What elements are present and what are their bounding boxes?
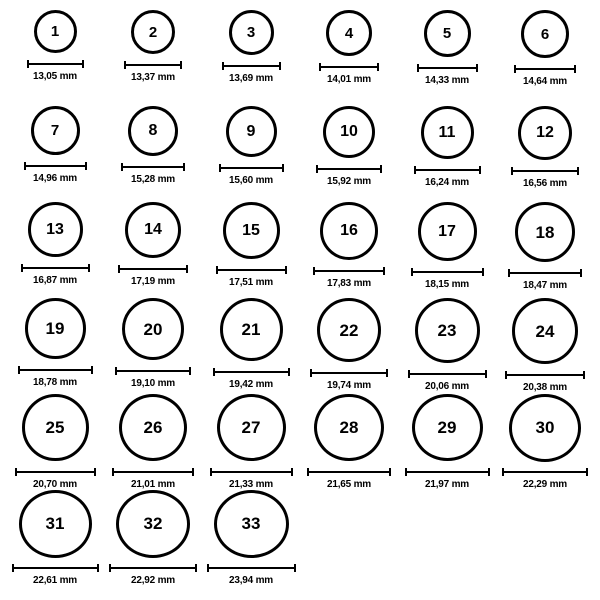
ring-diameter-label: 13,69 mm bbox=[229, 73, 273, 84]
measure-bar bbox=[24, 161, 87, 170]
measure-bar bbox=[405, 467, 490, 476]
ring-diameter-label: 16,24 mm bbox=[425, 177, 469, 188]
measure-bar bbox=[502, 468, 588, 476]
ring-size-cell bbox=[300, 10, 398, 106]
ring-size-number: 18 bbox=[535, 222, 555, 242]
ring-size-number: 31 bbox=[45, 514, 65, 534]
ring-size-cell bbox=[202, 10, 300, 106]
measure-bar bbox=[216, 265, 287, 274]
ring-size-number: 4 bbox=[344, 24, 354, 42]
ring-size-number: 5 bbox=[442, 25, 452, 42]
ring-size-cell bbox=[6, 10, 104, 106]
measure-bar bbox=[27, 59, 84, 68]
ring-size-number: 27 bbox=[241, 418, 261, 438]
ring-size-cell bbox=[6, 394, 104, 490]
ring-diameter-label: 17,51 mm bbox=[229, 277, 273, 288]
ring-circle bbox=[424, 10, 471, 57]
ring-size-number: 33 bbox=[241, 514, 261, 534]
ring-diameter-label: 18,47 mm bbox=[523, 280, 567, 291]
ring-size-cell bbox=[104, 202, 202, 298]
ring-circle bbox=[421, 106, 474, 159]
ring-circle bbox=[226, 106, 277, 157]
measure-bar bbox=[109, 564, 197, 572]
ring-circle bbox=[131, 10, 175, 54]
ring-size-number: 3 bbox=[246, 24, 256, 41]
ring-size-cell bbox=[496, 106, 594, 202]
ring-circle bbox=[25, 298, 86, 359]
measure-bar-line bbox=[207, 567, 296, 569]
ring-circle bbox=[518, 106, 572, 160]
measure-bar-line bbox=[411, 271, 484, 273]
measure-bar bbox=[508, 268, 582, 277]
ring-diameter-label: 18,78 mm bbox=[33, 377, 77, 388]
ring-size-number: 25 bbox=[45, 418, 65, 437]
ring-size-number: 10 bbox=[340, 123, 358, 140]
ring-circle bbox=[125, 202, 181, 258]
measure-bar-line bbox=[307, 471, 391, 473]
ring-size-cell bbox=[496, 298, 594, 394]
ring-diameter-label: 20,06 mm bbox=[425, 381, 469, 392]
ring-circle bbox=[229, 10, 274, 55]
ring-size-number: 12 bbox=[536, 124, 554, 141]
ring-diameter-label: 21,65 mm bbox=[327, 479, 371, 490]
ring-size-cell bbox=[104, 490, 202, 586]
ring-diameter-label: 19,42 mm bbox=[229, 379, 273, 390]
ring-size-cell bbox=[398, 10, 496, 106]
ring-diameter-label: 20,38 mm bbox=[523, 382, 567, 393]
ring-size-cell bbox=[300, 394, 398, 490]
measure-bar-line bbox=[405, 471, 490, 473]
measure-bar-line bbox=[112, 471, 194, 473]
measure-bar-line bbox=[310, 372, 388, 374]
ring-diameter-label: 16,87 mm bbox=[33, 275, 77, 286]
ring-diameter-label: 14,33 mm bbox=[425, 75, 469, 86]
ring-circle bbox=[122, 298, 184, 360]
measure-bar-line bbox=[511, 170, 579, 172]
ring-size-number: 30 bbox=[535, 418, 555, 438]
measure-bar-line bbox=[213, 371, 290, 373]
ring-size-number: 7 bbox=[50, 122, 60, 139]
ring-size-cell bbox=[398, 106, 496, 202]
ring-diameter-label: 17,19 mm bbox=[131, 276, 175, 287]
ring-size-cell bbox=[300, 298, 398, 394]
measure-bar-line bbox=[319, 66, 379, 68]
measure-bar-line bbox=[124, 64, 182, 66]
ring-circle bbox=[323, 106, 375, 158]
measure-bar bbox=[124, 60, 182, 69]
measure-bar bbox=[121, 162, 185, 171]
ring-circle bbox=[512, 298, 578, 364]
ring-size-cell bbox=[104, 10, 202, 106]
measure-bar bbox=[21, 263, 90, 272]
ring-diameter-label: 19,74 mm bbox=[327, 380, 371, 391]
measure-bar bbox=[18, 365, 93, 374]
measure-bar bbox=[310, 368, 388, 377]
ring-diameter-label: 17,83 mm bbox=[327, 278, 371, 289]
measure-bar bbox=[505, 370, 585, 379]
measure-bar bbox=[313, 266, 385, 275]
ring-diameter-label: 21,33 mm bbox=[229, 479, 273, 490]
ring-size-cell bbox=[104, 298, 202, 394]
ring-diameter-label: 13,37 mm bbox=[131, 72, 175, 83]
ring-diameter-label: 15,92 mm bbox=[327, 176, 371, 187]
measure-bar-line bbox=[115, 370, 191, 372]
ring-size-cell bbox=[202, 298, 300, 394]
ring-size-number: 13 bbox=[46, 220, 64, 238]
ring-size-number: 24 bbox=[535, 321, 555, 341]
ring-circle bbox=[34, 10, 77, 53]
ring-diameter-label: 14,01 mm bbox=[327, 74, 371, 85]
ring-size-cell bbox=[496, 10, 594, 106]
ring-diameter-label: 15,28 mm bbox=[131, 174, 175, 185]
ring-size-number: 1 bbox=[50, 23, 60, 40]
measure-bar-line bbox=[313, 270, 385, 272]
ring-size-cell bbox=[202, 106, 300, 202]
ring-diameter-label: 15,60 mm bbox=[229, 175, 273, 186]
ring-diameter-label: 13,05 mm bbox=[33, 71, 77, 82]
measure-bar-line bbox=[316, 168, 382, 170]
ring-circle bbox=[326, 10, 372, 56]
measure-bar bbox=[316, 164, 382, 173]
measure-bar bbox=[414, 165, 481, 174]
measure-bar bbox=[222, 61, 281, 70]
ring-diameter-label: 22,29 mm bbox=[523, 479, 567, 490]
ring-circle bbox=[418, 202, 477, 261]
ring-size-number: 17 bbox=[438, 222, 456, 240]
measure-bar-line bbox=[27, 63, 84, 65]
ring-diameter-label: 14,64 mm bbox=[523, 76, 567, 87]
measure-bar bbox=[115, 366, 191, 375]
measure-bar-line bbox=[210, 471, 293, 473]
measure-bar-line bbox=[502, 471, 588, 473]
ring-size-number: 20 bbox=[143, 319, 163, 339]
ring-size-number: 28 bbox=[339, 418, 359, 438]
ring-diameter-label: 21,97 mm bbox=[425, 479, 469, 490]
measure-bar bbox=[112, 467, 194, 476]
measure-bar-line bbox=[21, 267, 90, 269]
ring-size-cell bbox=[202, 490, 300, 586]
measure-bar bbox=[210, 467, 293, 476]
ring-size-cell-empty bbox=[300, 490, 398, 586]
ring-diameter-label: 20,70 mm bbox=[33, 479, 77, 490]
measure-bar-line bbox=[121, 166, 185, 168]
measure-bar-line bbox=[222, 65, 281, 67]
ring-size-number: 16 bbox=[340, 222, 358, 239]
ring-size-number: 22 bbox=[339, 320, 359, 340]
measure-bar-line bbox=[216, 269, 287, 271]
measure-bar-line bbox=[24, 165, 87, 167]
ring-circle bbox=[412, 394, 483, 461]
measure-bar bbox=[118, 264, 188, 273]
ring-size-cell bbox=[300, 106, 398, 202]
ring-size-cell-empty bbox=[496, 490, 594, 586]
ring-circle bbox=[31, 106, 80, 155]
ring-circle bbox=[415, 298, 480, 363]
ring-size-number: 21 bbox=[241, 320, 261, 339]
ring-diameter-label: 14,96 mm bbox=[33, 173, 77, 184]
ring-circle bbox=[214, 490, 289, 558]
ring-size-cell bbox=[6, 490, 104, 586]
measure-bar bbox=[213, 367, 290, 376]
ring-circle bbox=[320, 202, 378, 260]
measure-bar-line bbox=[505, 374, 585, 376]
measure-bar bbox=[511, 166, 579, 175]
ring-circle bbox=[19, 490, 92, 558]
ring-circle bbox=[223, 202, 280, 259]
ring-size-number: 9 bbox=[246, 122, 256, 140]
measure-bar bbox=[307, 467, 391, 476]
ring-diameter-label: 19,10 mm bbox=[131, 378, 175, 389]
ring-size-number: 6 bbox=[540, 25, 550, 43]
ring-circle bbox=[317, 298, 381, 362]
measure-bar bbox=[319, 62, 379, 71]
measure-bar bbox=[408, 369, 487, 378]
ring-circle bbox=[119, 394, 187, 461]
ring-circle bbox=[128, 106, 178, 156]
ring-size-number: 32 bbox=[143, 514, 163, 534]
ring-size-number: 8 bbox=[148, 122, 158, 139]
measure-bar-line bbox=[12, 567, 99, 569]
measure-bar bbox=[219, 163, 284, 172]
ring-size-number: 29 bbox=[437, 418, 457, 438]
ring-circle bbox=[515, 202, 575, 262]
measure-bar-line bbox=[15, 471, 96, 473]
ring-circle bbox=[314, 394, 384, 461]
ring-circle bbox=[217, 394, 286, 461]
measure-bar-line bbox=[408, 373, 487, 375]
ring-size-number: 15 bbox=[242, 221, 260, 239]
measure-bar-line bbox=[18, 369, 93, 371]
measure-bar-line bbox=[109, 567, 197, 569]
ring-circle bbox=[116, 490, 190, 558]
ring-size-grid bbox=[6, 10, 594, 586]
ring-size-number: 26 bbox=[143, 418, 163, 438]
measure-bar-line bbox=[118, 268, 188, 270]
measure-bar-line bbox=[508, 272, 582, 274]
ring-circle bbox=[220, 298, 283, 361]
measure-bar bbox=[411, 267, 484, 276]
ring-size-cell-empty bbox=[398, 490, 496, 586]
measure-bar-line bbox=[514, 68, 576, 70]
ring-diameter-label: 18,15 mm bbox=[425, 279, 469, 290]
ring-size-cell bbox=[202, 202, 300, 298]
ring-size-cell bbox=[104, 106, 202, 202]
ring-diameter-label: 22,61 mm bbox=[33, 575, 77, 586]
ring-circle bbox=[28, 202, 83, 257]
ring-size-cell bbox=[398, 394, 496, 490]
ring-size-number: 19 bbox=[45, 319, 65, 338]
measure-bar-line bbox=[219, 167, 284, 169]
ring-size-cell bbox=[6, 298, 104, 394]
ring-circle bbox=[22, 394, 89, 461]
ring-size-number: 2 bbox=[148, 23, 158, 41]
measure-bar bbox=[514, 64, 576, 73]
ring-diameter-label: 21,01 mm bbox=[131, 479, 175, 490]
ring-size-number: 14 bbox=[144, 221, 162, 238]
ring-size-cell bbox=[104, 394, 202, 490]
ring-circle bbox=[521, 10, 569, 58]
ring-size-number: 23 bbox=[437, 321, 457, 340]
ring-size-cell bbox=[496, 394, 594, 490]
measure-bar bbox=[417, 63, 478, 72]
measure-bar bbox=[207, 564, 296, 572]
ring-size-cell bbox=[6, 106, 104, 202]
ring-size-cell bbox=[398, 298, 496, 394]
ring-diameter-label: 16,56 mm bbox=[523, 178, 567, 189]
ring-size-cell bbox=[6, 202, 104, 298]
ring-size-number: 11 bbox=[438, 123, 456, 141]
measure-bar bbox=[12, 564, 99, 572]
ring-circle bbox=[509, 394, 581, 462]
ring-size-cell bbox=[300, 202, 398, 298]
measure-bar-line bbox=[414, 169, 481, 171]
ring-diameter-label: 22,92 mm bbox=[131, 575, 175, 586]
ring-size-cell bbox=[496, 202, 594, 298]
ring-size-cell bbox=[398, 202, 496, 298]
ring-size-cell bbox=[202, 394, 300, 490]
measure-bar bbox=[15, 467, 96, 476]
measure-bar-line bbox=[417, 67, 478, 69]
ring-diameter-label: 23,94 mm bbox=[229, 575, 273, 586]
